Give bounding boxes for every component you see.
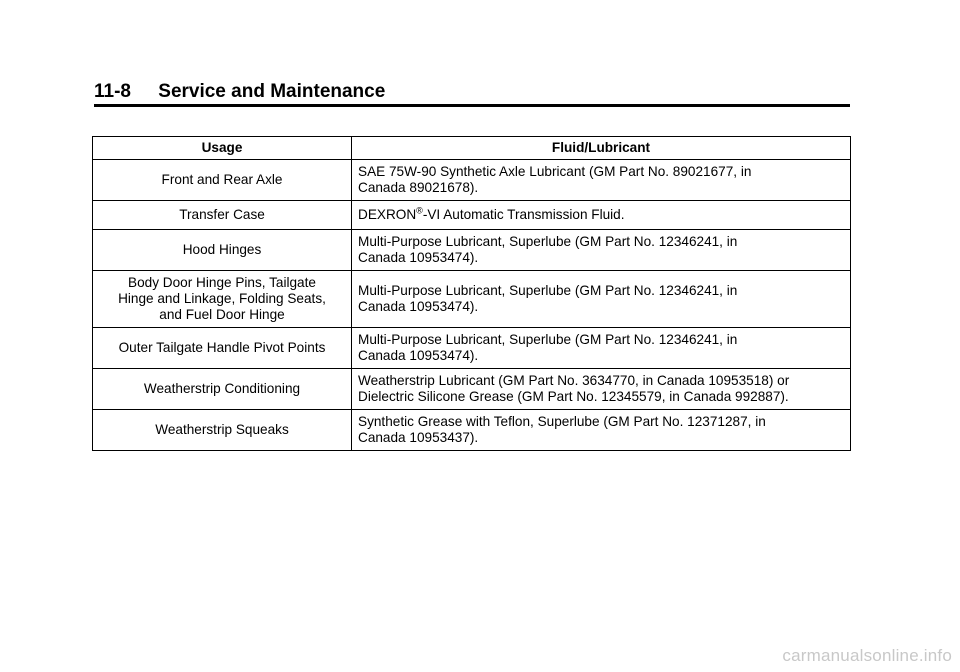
table-row [93, 271, 851, 328]
fluid-line: Dielectric Silicone Grease (GM Part No. 12345579, in Canada 992887). [358, 389, 789, 404]
fluid-cell [352, 271, 851, 328]
fluid-line: Multi-Purpose Lubricant, Superlube (GM Part No. 12346241, in [358, 283, 738, 298]
section-title: Service and Maintenance [158, 81, 386, 102]
fluid-line: Weatherstrip Lubricant (GM Part No. 3634770, in Canada 10953518) or [358, 373, 790, 388]
usage-cell: Weatherstrip Conditioning [93, 369, 352, 410]
usage-cell: Transfer Case [93, 201, 352, 230]
table-row [93, 230, 851, 271]
fluid-cell [352, 410, 851, 451]
usage-cell: Weatherstrip Squeaks [93, 410, 352, 451]
fluid-line: Canada 89021678). [358, 180, 479, 195]
usage-cell: Outer Tailgate Handle Pivot Points [93, 328, 352, 369]
fluid-cell [352, 328, 851, 369]
fluid-line: Canada 10953474). [358, 250, 479, 265]
fluid-line: SAE 75W-90 Synthetic Axle Lubricant (GM Part No. 89021677, in [358, 164, 752, 179]
page-header [94, 82, 850, 107]
fluid-line: Synthetic Grease with Teflon, Superlube (GM Part No. 12371287, in [358, 414, 766, 429]
fluid-cell [352, 369, 851, 410]
usage-line: Hinge and Linkage, Folding Seats, [118, 291, 326, 306]
fluid-line: Multi-Purpose Lubricant, Superlube (GM Part No. 12346241, in [358, 332, 738, 347]
fluid-line: Canada 10953437). [358, 430, 479, 445]
table-row [93, 410, 851, 451]
usage-cell: Hood Hinges [93, 230, 352, 271]
table-row [93, 369, 851, 410]
fluid-text: -VI Automatic Transmission Fluid. [422, 207, 625, 222]
column-header-usage: Usage [93, 137, 352, 160]
usage-cell: Front and Rear Axle [93, 160, 352, 201]
fluid-cell [352, 201, 851, 230]
fluid-line: Multi-Purpose Lubricant, Superlube (GM Part No. 12346241, in [358, 234, 738, 249]
watermark: carmanualsonline.info [782, 646, 952, 665]
fluid-text: DEXRON [358, 207, 417, 222]
fluid-line: Canada 10953474). [358, 299, 479, 314]
table-row [93, 201, 851, 230]
usage-cell [93, 271, 352, 328]
fluid-lubricant-table [92, 136, 851, 451]
fluid-cell [352, 230, 851, 271]
page-number: 11-8 [94, 81, 131, 102]
fluid-cell [352, 160, 851, 201]
table-header-row [93, 137, 851, 160]
table-row [93, 160, 851, 201]
column-header-fluid: Fluid/Lubricant [352, 137, 851, 160]
usage-line: Body Door Hinge Pins, Tailgate [128, 275, 316, 290]
fluid-line: Canada 10953474). [358, 348, 479, 363]
usage-line: and Fuel Door Hinge [159, 307, 285, 322]
registered-mark: ® [416, 205, 423, 216]
table-row [93, 328, 851, 369]
